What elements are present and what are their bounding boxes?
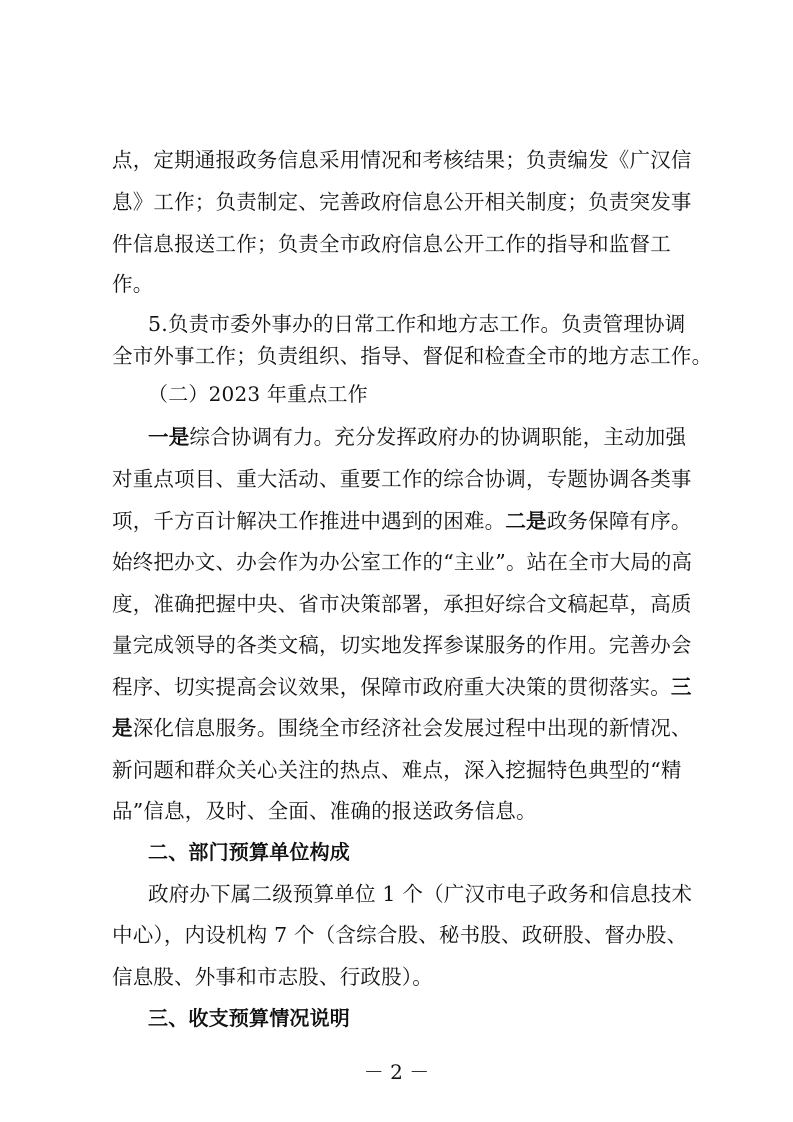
section-heading-budget-explanation: 三、收支预算情况说明 xyxy=(148,1006,350,1030)
para3-line8 xyxy=(112,716,692,740)
para3-line3-pre: 项，千方百计解决工作推进中遇到的困难。 xyxy=(112,509,506,533)
section-heading-budget-units: 二、部门预算单位构成 xyxy=(148,840,350,864)
para3-line10: 品”信息，及时、全面、准确的报送政务信息。 xyxy=(112,799,537,823)
para1-line3: 件信息报送工作；负责全市政府信息公开工作的指导和监督工 xyxy=(112,232,671,256)
para3-line3 xyxy=(112,509,692,533)
para3-line1 xyxy=(148,425,693,449)
para3-emphasis-third-b: 是 xyxy=(112,716,133,740)
para2-line2: 全市外事工作；负责组织、指导、督促和检查全市的地方志工作。 xyxy=(112,344,713,368)
para3-emphasis-third-a: 三 xyxy=(670,675,692,699)
para3-line3-post: 政务保障有序。 xyxy=(546,509,692,533)
para3-line6: 量完成领导的各类文稿，切实地发挥参谋服务的作用。完善办会 xyxy=(112,633,692,657)
para3-line1-text: 综合协调有力。充分发挥政府办的协调职能，主动加强 xyxy=(189,425,687,449)
para3-line5: 度，准确把握中央、省市决策部署，承担好综合文稿起草，高质 xyxy=(112,592,692,616)
para1-line1: 点，定期通报政务信息采用情况和考核结果；负责编发《广汉信 xyxy=(112,148,692,172)
para3-line7 xyxy=(112,675,692,699)
para3-line4: 始终把办文、办会作为办公室工作的“主业”。站在全市大局的高 xyxy=(112,550,693,574)
para3-line2: 对重点项目、重大活动、重要工作的综合协调，专题协调各类事 xyxy=(112,467,692,491)
para3-line7-pre: 程序、切实提高会议效果，保障市政府重大决策的贯彻落实。 xyxy=(112,675,671,699)
para3-line8-text: 深化信息服务。围绕全市经济社会发展过程中出现的新情况、 xyxy=(132,716,692,740)
para3-emphasis-second: 二是 xyxy=(505,509,547,533)
section-heading-key-work: （二）2023 年重点工作 xyxy=(148,382,368,406)
page-number: － 2 － xyxy=(363,1060,430,1084)
para3-line9: 新问题和群众关心关注的热点、难点，深入挖掘特色典型的“精 xyxy=(112,758,682,782)
para2-line1: 5.负责市委外事办的日常工作和地方志工作。负责管理协调 xyxy=(148,312,686,336)
para4-line2: 中心），内设机构 7 个（含综合股、秘书股、政研股、督办股、 xyxy=(112,923,688,947)
para4-line1: 政府办下属二级预算单位 1 个（广汉市电子政务和信息技术 xyxy=(148,882,693,906)
para1-line2: 息》工作；负责制定、完善政府信息公开相关制度；负责突发事 xyxy=(112,190,692,214)
para4-line3: 信息股、外事和市志股、行政股）。 xyxy=(112,965,433,989)
para3-emphasis-first: 一是 xyxy=(148,425,190,449)
para1-line4: 作。 xyxy=(112,272,154,296)
